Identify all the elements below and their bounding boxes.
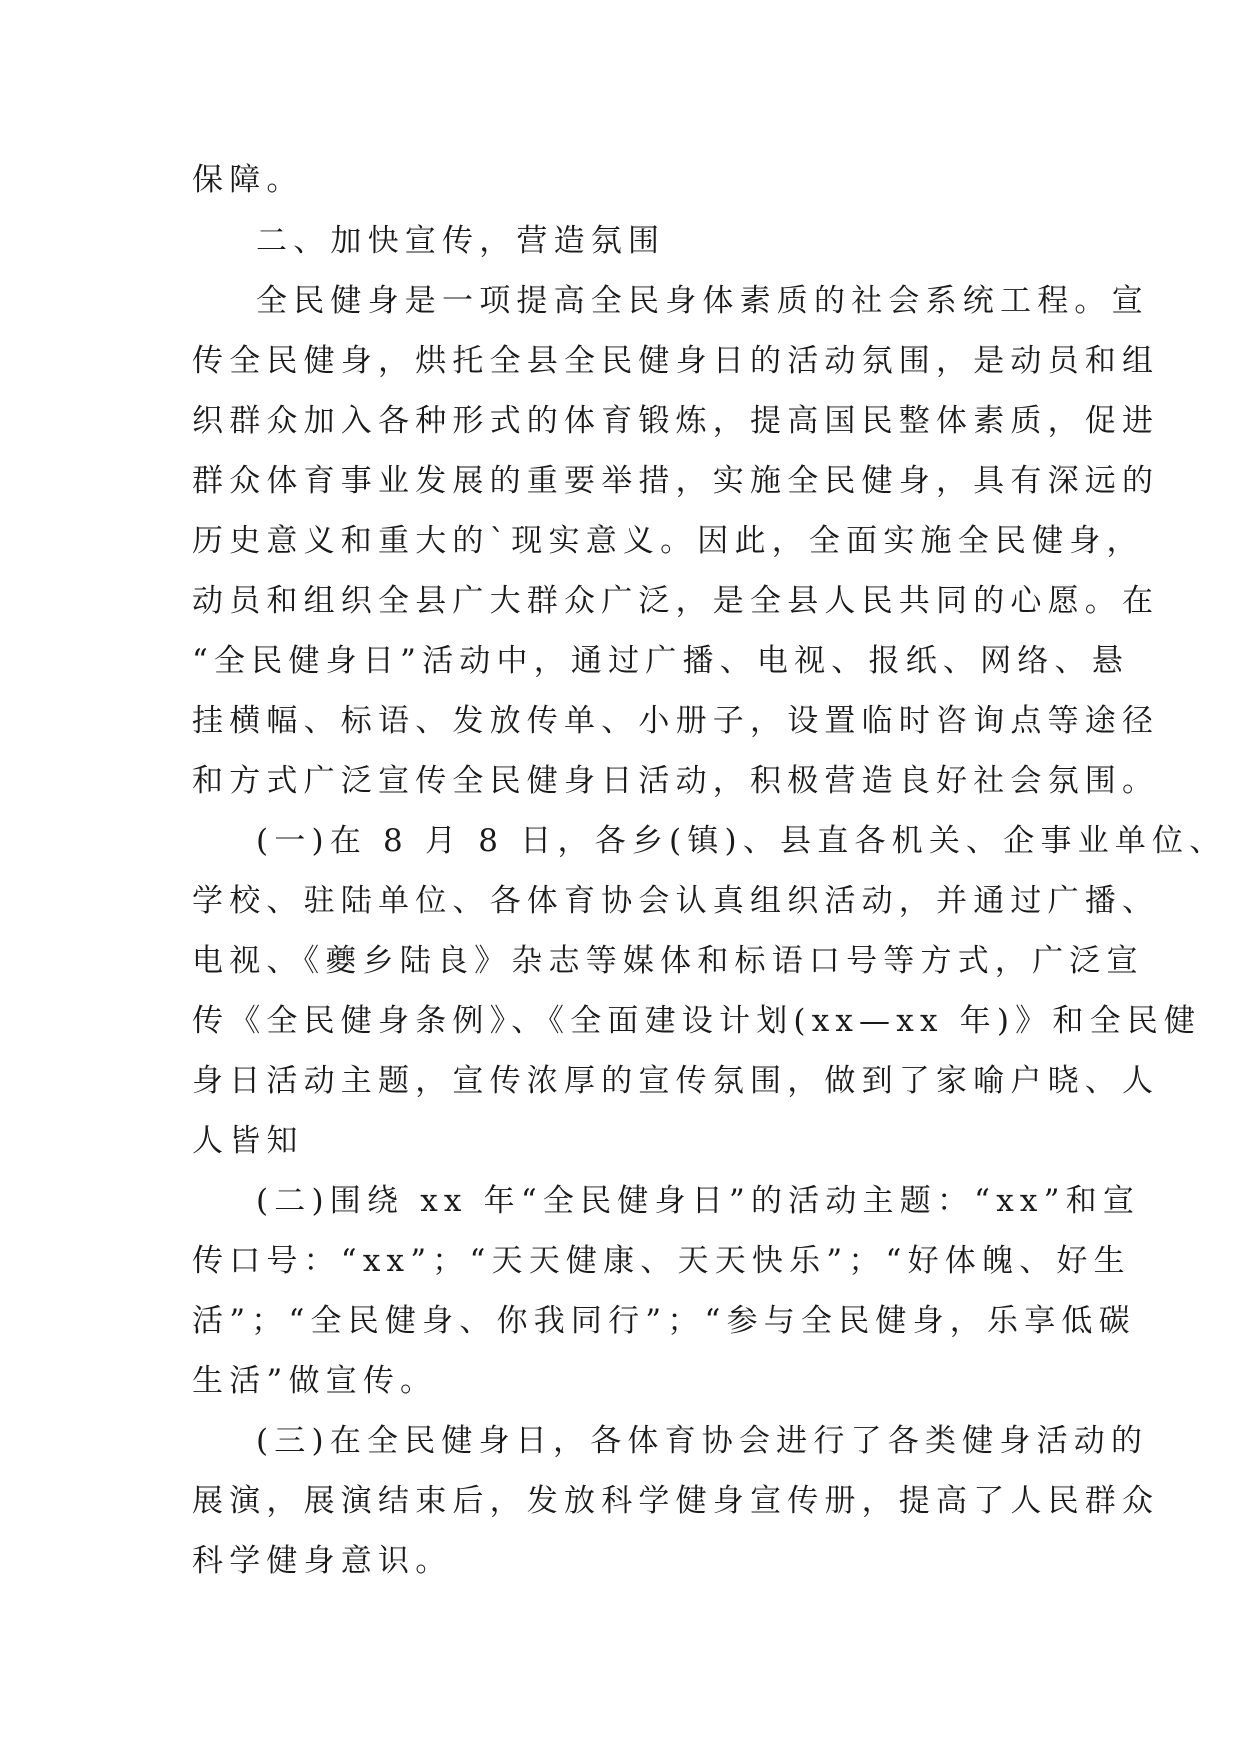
text-line: 展演，展演结束后，发放科学健身宣传册，提高了人民群众: [192, 1483, 1160, 1519]
text-line: 动员和组织全县广大群众广泛，是全县人民共同的心愿。在: [192, 583, 1160, 619]
text-line: 人皆知: [192, 1123, 304, 1159]
text-line: (一)在 8 月 8 日，各乡(镇)、县直各机关、企事业单位、: [256, 823, 1227, 859]
text-line: 挂横幅、标语、发放传单、小册子，设置临时咨询点等途径: [192, 703, 1160, 739]
text-line: 传口号：“xx”；“天天健康、天天快乐”；“好体魄、好生: [192, 1243, 1131, 1279]
text-line: 全民健身是一项提高全民身体素质的社会系统工程。宣: [256, 283, 1149, 319]
text-line: 科学健身意识。: [192, 1543, 453, 1579]
text-line: 保障。: [192, 162, 304, 198]
text-line: 生活”做宣传。: [192, 1363, 438, 1399]
text-line: 历史意义和重大的`现实意义。因此，全面实施全民健身，: [192, 523, 1144, 559]
text-line: 活”；“全民健身、你我同行”；“参与全民健身，乐享低碳: [192, 1303, 1136, 1339]
text-line: 织群众加入各种形式的体育锻炼，提高国民整体素质，促进: [192, 403, 1160, 439]
text-line: 传全民健身，烘托全县全民健身日的活动氛围，是动员和组: [192, 343, 1160, 379]
text-line: 身日活动主题，宣传浓厚的宣传氛围，做到了家喻户晓、人: [192, 1063, 1160, 1099]
text-line: 传《全民健身条例》、《全面建设计划(xx—xx 年)》和全民健: [192, 1003, 1202, 1039]
text-line: 电视、《夔乡陆良》杂志等媒体和标语口号等方式，广泛宣: [192, 943, 1144, 979]
text-line: (二)围绕 xx 年“全民健身日”的活动主题：“xx”和宣: [256, 1183, 1141, 1219]
text-line: 群众体育事业发展的重要举措，实施全民健身，具有深远的: [192, 463, 1160, 499]
text-line: (三)在全民健身日，各体育协会进行了各类健身活动的: [256, 1423, 1149, 1459]
text-line: “全民健身日”活动中，通过广播、电视、报纸、网络、悬: [192, 643, 1129, 679]
text-line: 和方式广泛宣传全民健身日活动，积极营造良好社会氛围。: [192, 763, 1160, 799]
section-heading: 二、加快宣传，营造氛围: [256, 223, 666, 259]
text-line: 学校、驻陆单位、各体育协会认真组织活动，并通过广播、: [192, 883, 1160, 919]
